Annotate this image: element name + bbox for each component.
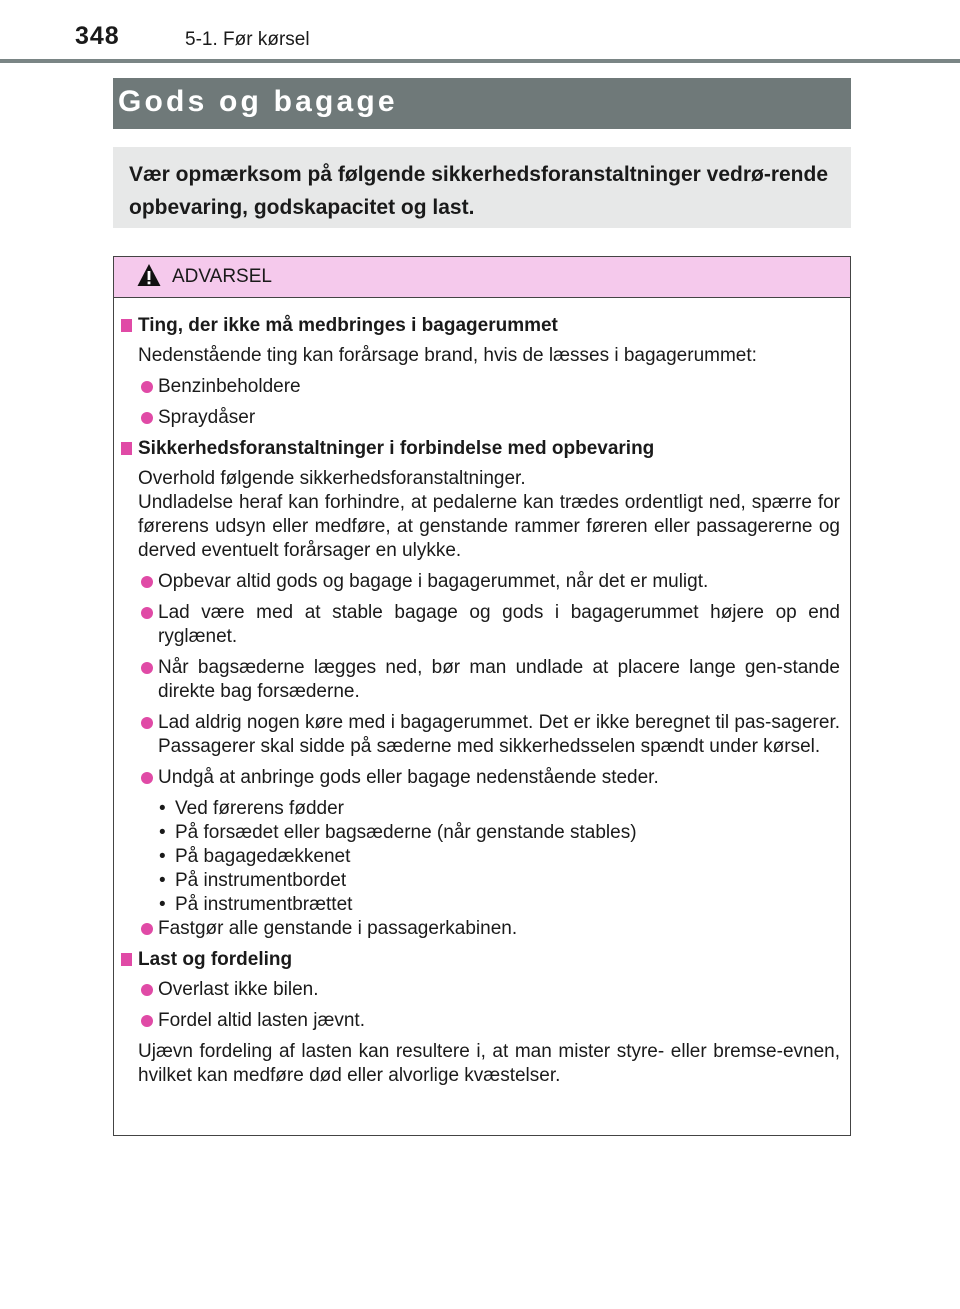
warning-body (114, 298, 850, 1088)
paragraph: Undladelse heraf kan forhindre, at pedalerne kan trædes ordentligt ned, spærre for førerens udsyn eller medføre, at genstande rammer føreren eller passagererne og derved eventuelt forårsager en ulykke. (138, 492, 840, 561)
list-item: Spraydåser (114, 406, 850, 430)
list-item: Fordel altid lasten jævnt. (114, 1009, 850, 1033)
paragraph: Ujævn fordeling af lasten kan resultere i, at man mister styre- eller bremse-evnen, hvilket kan medføre død eller alvorlige kvæstelser. (138, 1041, 840, 1086)
sub-list-item: • Ved førerens fødder (159, 798, 344, 819)
square-bullet-icon (121, 442, 132, 455)
intro-box (113, 147, 851, 228)
intro-text: Vær opmærksom på følgende sikkerhedsforanstaltninger vedrø-rende opbevaring, godskapacitet og last. (129, 163, 829, 219)
square-bullet-icon (121, 319, 132, 332)
page-title: Gods og bagage (118, 85, 398, 118)
section-label: 5-1. Før kørsel (185, 29, 310, 50)
sub-list-item: • På forsædet eller bagsæderne (når genstande stables) (159, 822, 637, 843)
list-item: Når bagsæderne lægges ned, bør man undlade at placere lange gen-stande direkte bag forsæderne. (114, 656, 850, 704)
round-bullet-icon (141, 381, 153, 393)
list-item: Fastgør alle genstande i passagerkabinen. (114, 917, 850, 941)
page-number: 348 (75, 22, 120, 50)
list-item: Undgå at anbringe gods eller bagage nedenstående steder. (114, 766, 850, 790)
sub-list-item: • På bagagedækkenet (159, 846, 351, 867)
paragraph: Overhold følgende sikkerhedsforanstaltninger. (138, 468, 526, 489)
round-bullet-icon (141, 662, 153, 674)
warning-title: ADVARSEL (172, 266, 272, 287)
section-heading: Last og fordeling (114, 948, 850, 972)
round-bullet-icon (141, 717, 153, 729)
list-item: Opbevar altid gods og bagage i bagagerummet, når det er muligt. (114, 570, 850, 594)
round-bullet-icon (141, 607, 153, 619)
section-heading: Ting, der ikke må medbringes i bagagerummet (114, 314, 850, 338)
list-item: Lad være med at stable bagage og gods i bagagerummet højere op end ryglænet. (114, 601, 850, 649)
round-bullet-icon (141, 984, 153, 996)
round-bullet-icon (141, 772, 153, 784)
list-item: Benzinbeholdere (114, 375, 850, 399)
sub-list-item: • På instrumentbordet (159, 870, 347, 891)
round-bullet-icon (141, 923, 153, 935)
sub-list-item: • På instrumentbrættet (159, 894, 353, 915)
warning-box (113, 256, 851, 1136)
title-band (113, 78, 851, 129)
section-heading: Sikkerhedsforanstaltninger i forbindelse med opbevaring (114, 437, 850, 461)
round-bullet-icon (141, 1015, 153, 1027)
round-bullet-icon (141, 576, 153, 588)
round-bullet-icon (141, 412, 153, 424)
header-rule (0, 59, 960, 63)
square-bullet-icon (121, 953, 132, 966)
warning-triangle-icon (137, 263, 161, 287)
warning-header (114, 257, 850, 298)
paragraph: Nedenstående ting kan forårsage brand, hvis de læsses i bagagerummet: (138, 345, 757, 366)
list-item: Overlast ikke bilen. (114, 978, 850, 1002)
list-item: Lad aldrig nogen køre med i bagagerummet. Det er ikke beregnet til pas-sagerer. Passagerer skal sidde på sæderne med sikkerhedsselen spændt under kørsel. (114, 711, 850, 759)
